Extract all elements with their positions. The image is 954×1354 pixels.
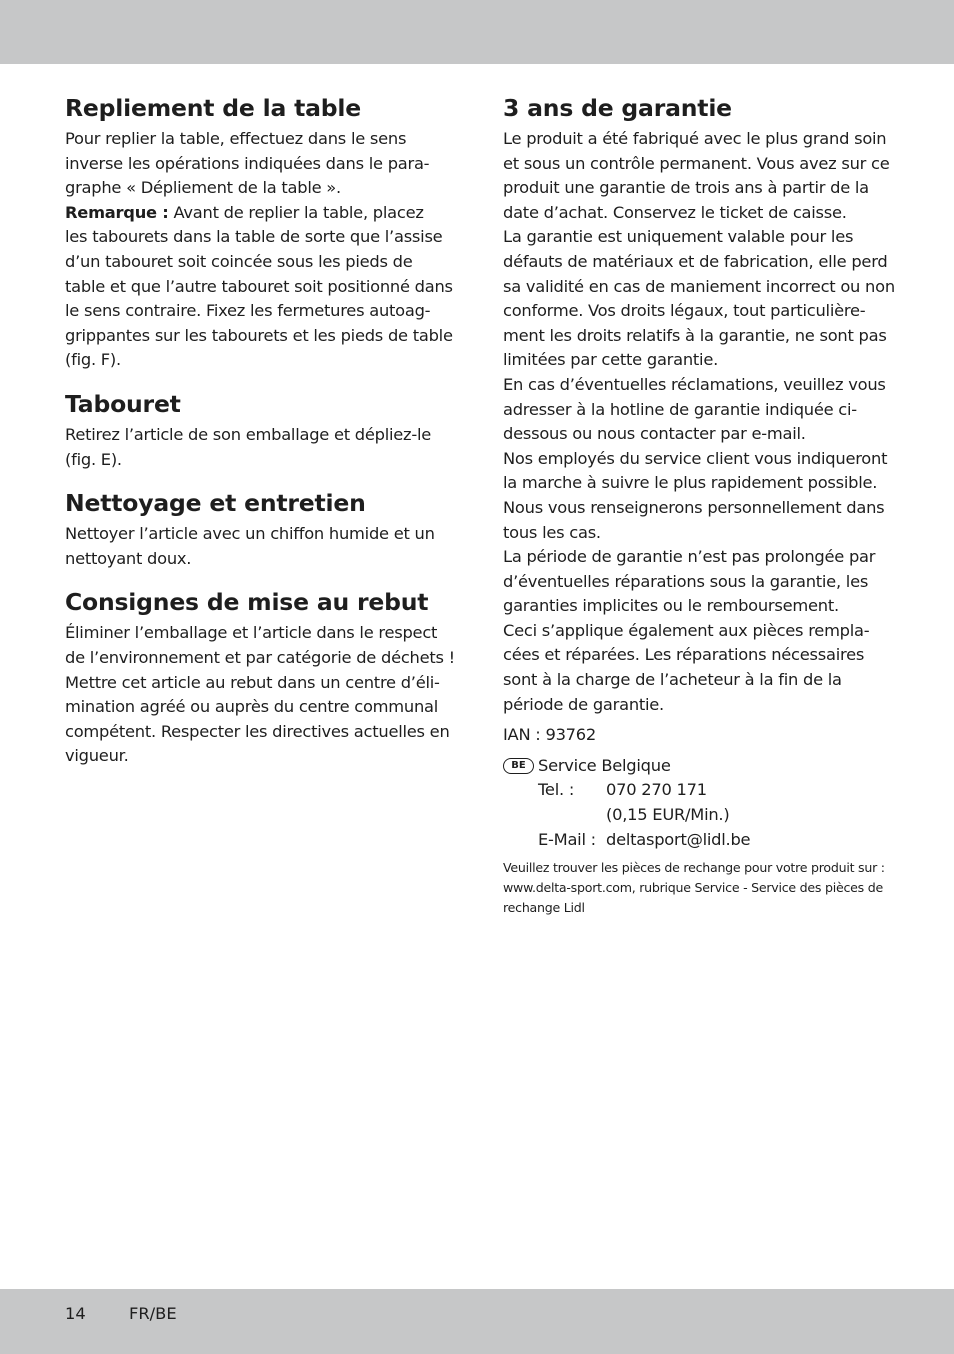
paragraph-line: la marche à suivre le plus rapidement possible. — [503, 473, 878, 493]
paragraph-line: Retirez l’article de son emballage et dépliez-le — [65, 424, 432, 444]
paragraph-line: inverse les opérations indiquées dans le para- — [65, 153, 430, 173]
tel-rate: (0,15 EUR/Min.) — [606, 805, 730, 825]
paragraph-line: graphe « Dépliement de la table ». — [65, 178, 341, 198]
remark-text: Avant de replier la table, placez — [168, 202, 424, 222]
paragraph-line: (fig. F). — [65, 350, 121, 370]
paragraph-line: date d’achat. Conservez le ticket de caisse. — [503, 202, 847, 222]
paragraph-line: sont à la charge de l’acheteur à la fin de la — [503, 670, 842, 690]
paragraph-line: produit une garantie de trois ans à partir de la — [503, 178, 869, 198]
service-block — [503, 754, 895, 852]
paragraph-line: le sens contraire. Fixez les fermetures autoag- — [65, 301, 431, 321]
email-value: deltasport@lidl.be — [606, 829, 751, 849]
paragraph-line: et sous un contrôle permanent. Vous avez sur ce — [503, 153, 890, 173]
paragraph-line: table et que l’autre tabouret soit positionné dans — [65, 276, 453, 296]
remark-line — [65, 201, 455, 226]
section-title-rebut: Consignes de mise au rebut — [65, 588, 429, 617]
left-column — [65, 91, 455, 769]
country-badge-icon: BE — [503, 758, 534, 774]
paragraph-line: de l’environnement et par catégorie de déchets ! — [65, 647, 455, 667]
paragraph-line: vigueur. — [65, 746, 129, 766]
paragraph-line: Nettoyer l’article avec un chiffon humide et un — [65, 524, 435, 544]
paragraph-line: Éliminer l’emballage et l’article dans le respect — [65, 623, 438, 643]
paragraph-line: La période de garantie n’est pas prolongée par — [503, 547, 876, 567]
paragraph-line: d’un tabouret soit coincée sous les pieds de — [65, 251, 413, 271]
paragraph-line: Le produit a été fabriqué avec le plus grand soin — [503, 129, 887, 148]
paragraph-line: Mettre cet article au rebut dans un centre d’éli- — [65, 672, 440, 692]
section-title-repliement: Repliement de la table — [65, 94, 362, 122]
paragraph-line: d’éventuelles réparations sous la garantie, les — [503, 571, 869, 591]
page-number: 14 — [65, 1304, 86, 1323]
paragraph-line: (fig. E). — [65, 449, 122, 469]
paragraph-line: les tabourets dans la table de sorte que l’assise — [65, 227, 443, 247]
spare-parts-note-line: www.delta-sport.com, rubrique Service - Service des pièces de — [503, 880, 883, 896]
paragraph-line: La garantie est uniquement valable pour les — [503, 227, 854, 247]
paragraph-line: Pour replier la table, effectuez dans le sens — [65, 129, 407, 148]
paragraph-line: conforme. Vos droits légaux, tout particulière- — [503, 301, 866, 321]
paragraph-line: Nous vous renseignerons personnellement dans — [503, 497, 885, 517]
paragraph-line: nettoyant doux. — [65, 548, 192, 568]
paragraph-line: garanties implicites ou le remboursement. — [503, 596, 839, 616]
paragraph-line: adresser à la hotline de garantie indiquée ci- — [503, 399, 857, 419]
paragraph-line: mination agréé ou auprès du centre communal — [65, 697, 439, 717]
service-name: Service Belgique — [538, 755, 671, 775]
paragraph-line: dessous ou nous contacter par e-mail. — [503, 424, 806, 444]
section-title-tabouret: Tabouret — [65, 389, 181, 418]
paragraph-line: tous les cas. — [503, 522, 601, 542]
spare-parts-note-line: Veuillez trouver les pièces de rechange pour votre produit sur : — [503, 860, 885, 876]
language-code: FR/BE — [129, 1304, 177, 1323]
paragraph-line: En cas d’éventuelles réclamations, veuillez vous — [503, 374, 886, 394]
ian-number: IAN : 93762 — [503, 725, 596, 745]
paragraph-line: ment les droits relatifs à la garantie, ne sont pas — [503, 325, 887, 345]
section-title-nettoyage: Nettoyage et entretien — [65, 489, 366, 518]
header-band — [0, 0, 954, 64]
paragraph-line: période de garantie. — [503, 694, 664, 714]
paragraph-line: compétent. Respecter les directives actuelles en — [65, 721, 450, 741]
paragraph-line: grippantes sur les tabourets et les pieds de table — [65, 325, 453, 345]
tel-label: Tel. : — [538, 780, 575, 800]
paragraph-line: cées et réparées. Les réparations nécessaires — [503, 645, 865, 665]
paragraph-line: défauts de matériaux et de fabrication, elle perd — [503, 251, 888, 271]
paragraph-line: sa validité en cas de maniement incorrect ou non — [503, 276, 895, 296]
email-label: E-Mail : — [538, 829, 596, 849]
section-title-garantie: 3 ans de garantie — [503, 94, 732, 122]
spare-parts-note-line: rechange Lidl — [503, 899, 585, 915]
paragraph-line: Ceci s’applique également aux pièces rempla- — [503, 620, 870, 640]
paragraph-line: limitées par cette garantie. — [503, 350, 719, 370]
right-column — [503, 91, 895, 918]
paragraph-line: Nos employés du service client vous indiqueront — [503, 448, 888, 468]
tel-value: 070 270 171 — [606, 780, 707, 800]
remark-label: Remarque : — [65, 202, 169, 222]
